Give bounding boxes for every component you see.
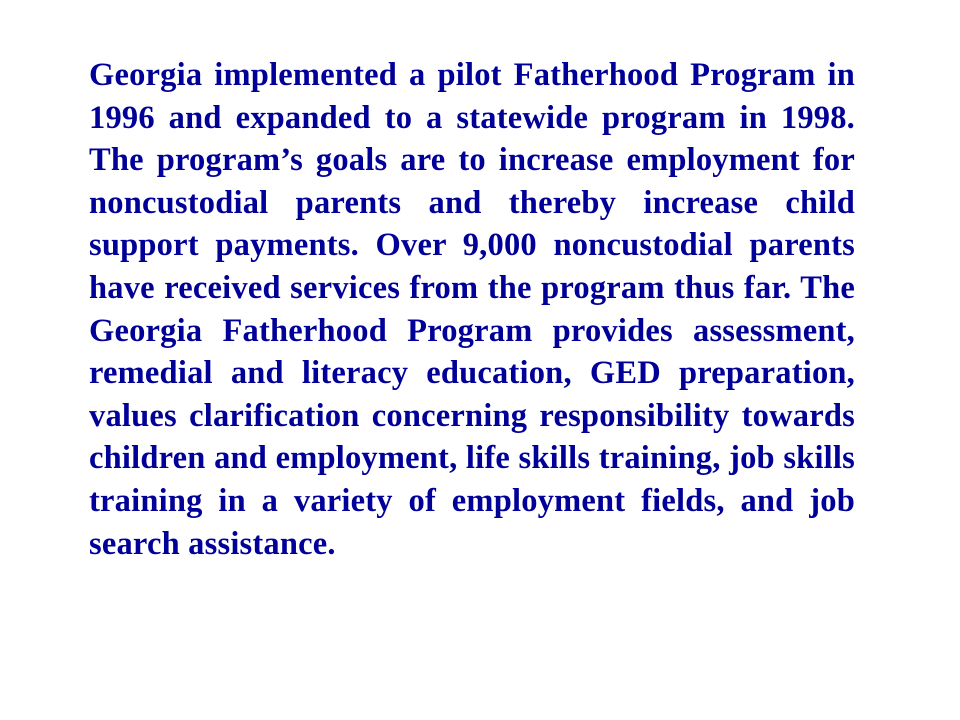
body-paragraph: Georgia implemented a pilot Fatherhood Program in 1996 and expanded to a statewide program in 1998. The program’s goals are to increase employment for noncustodial parents and thereby increase child support payments. Over 9,000 noncustodial parents have received services from the program thus far. The Georgia Fatherhood Program provides assessment, remedial and literacy education, GED preparation, values clarification concerning responsibility towards children and employment, life skills training, job skills training in a variety of employment fields, and job search assistance.: [89, 57, 855, 562]
